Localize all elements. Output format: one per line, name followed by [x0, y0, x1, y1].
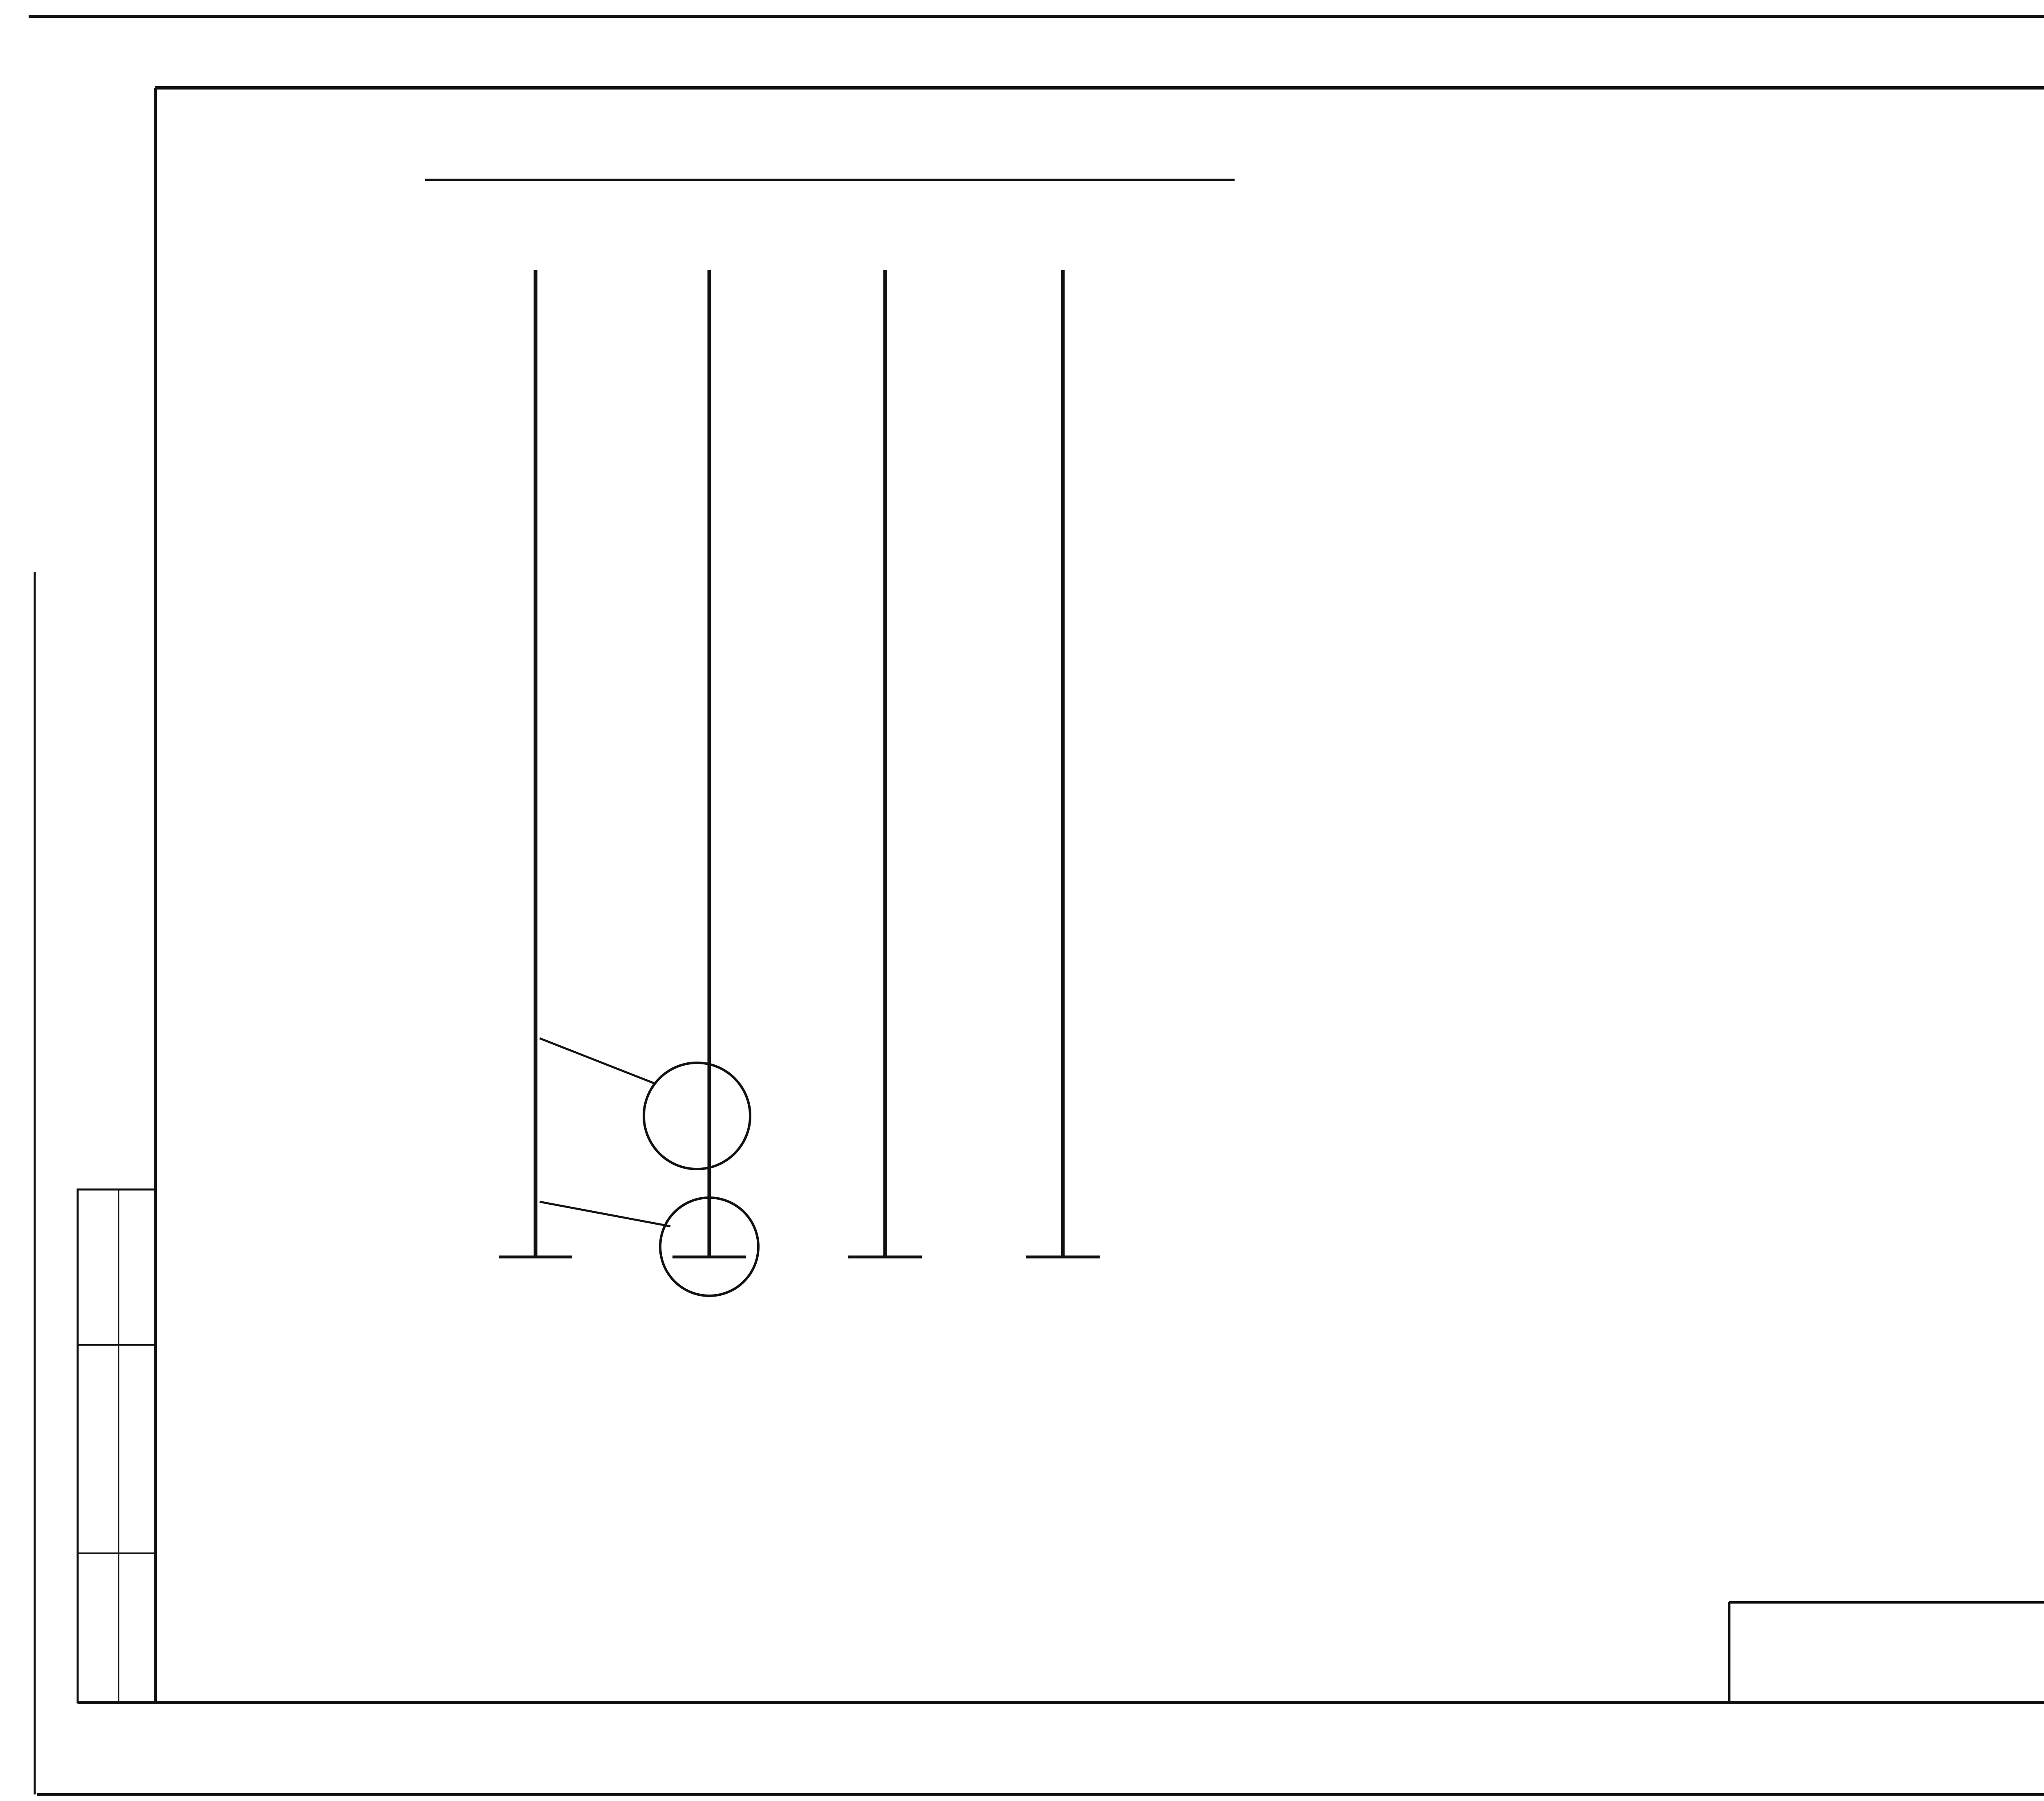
side-stamp [78, 1189, 155, 1702]
node-1-circle [644, 1063, 750, 1169]
frame-diagram [536, 270, 1063, 1257]
title-block [1729, 1602, 2044, 1702]
